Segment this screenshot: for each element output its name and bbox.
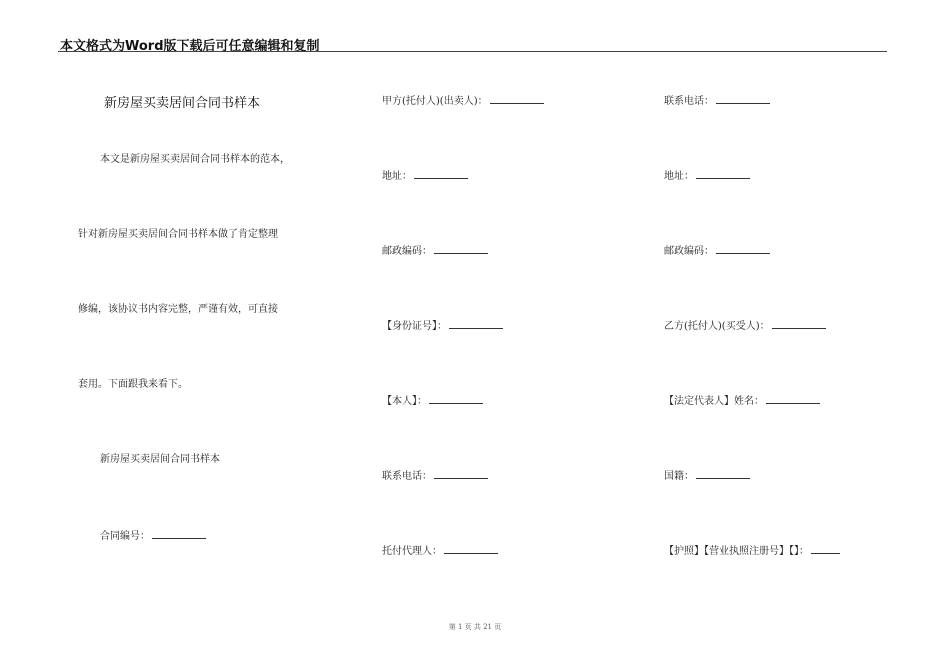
agent-address-label: 地址： [664,171,694,182]
party-a-contact-phone-field [664,94,770,108]
party-a-agent-field [382,544,498,558]
party-a-agent-label: 托付代理人： [382,546,442,557]
party-a-contact-phone-blank [716,94,770,104]
party-a-field [382,94,544,108]
party-a-self-field [382,394,483,408]
agent-postcode-label: 邮政编码： [664,246,714,257]
party-a-contact-phone-label: 联系电话： [664,96,714,107]
party-b-label: 乙方(托付人)(买受人)： [664,321,770,332]
party-a-blank [490,94,544,104]
party-a-label: 甲方(托付人)(出卖人)： [382,96,488,107]
party-a-address-label: 地址： [382,171,412,182]
party-a-phone-label: 联系电话： [382,471,432,482]
party-b-blank [772,319,826,329]
party-b-field [664,319,826,333]
party-a-postcode-blank [434,244,488,254]
party-a-postcode-field [382,244,488,258]
contract-number-field [100,529,206,543]
intro-line-4: 套用。下面跟我来看下。 [78,379,188,390]
agent-postcode-field [664,244,770,258]
contract-number-label: 合同编号： [100,531,150,542]
party-a-postcode-label: 邮政编码： [382,246,432,257]
party-b-passport-blank [811,544,840,554]
party-a-address-blank [414,169,468,179]
agent-address-blank [696,169,750,179]
party-a-phone-field [382,469,488,483]
party-a-address-field [382,169,468,183]
contract-subtitle: 新房屋买卖居间合同书样本 [100,454,220,465]
party-a-agent-blank [444,544,498,554]
party-b-representative-label: 【法定代表人】姓名： [664,396,764,407]
document-title: 新房屋买卖居间合同书样本 [104,96,261,111]
party-b-nationality-blank [696,469,750,479]
party-a-self-label: 【本人】： [382,396,427,407]
intro-line-3: 修编，该协议书内容完整，严谨有效，可直接 [78,304,278,315]
intro-line-1: 本文是新房屋买卖居间合同书样本的范本， [100,154,290,165]
party-b-nationality-label: 国籍： [664,471,694,482]
party-b-passport-label: 【护照】【营业执照注册号】【】： [664,546,809,557]
party-a-phone-blank [434,469,488,479]
party-a-self-blank [429,394,483,404]
contract-number-blank [152,529,206,539]
party-a-id-blank [449,319,503,329]
party-b-representative-field [664,394,820,408]
party-a-id-field [382,319,503,333]
header-divider [58,51,887,52]
agent-address-field [664,169,750,183]
party-b-representative-blank [766,394,820,404]
intro-line-2: 针对新房屋买卖居间合同书样本做了肯定整理 [78,229,278,240]
header-title: 本文格式为Word版下载后可任意编辑和复制 [60,39,320,54]
party-a-id-label: 【身份证号】： [382,321,447,332]
party-b-nationality-field [664,469,750,483]
page-number: 第 1 页 共 21 页 [448,623,502,631]
agent-postcode-blank [716,244,770,254]
party-b-passport-field [664,544,840,558]
